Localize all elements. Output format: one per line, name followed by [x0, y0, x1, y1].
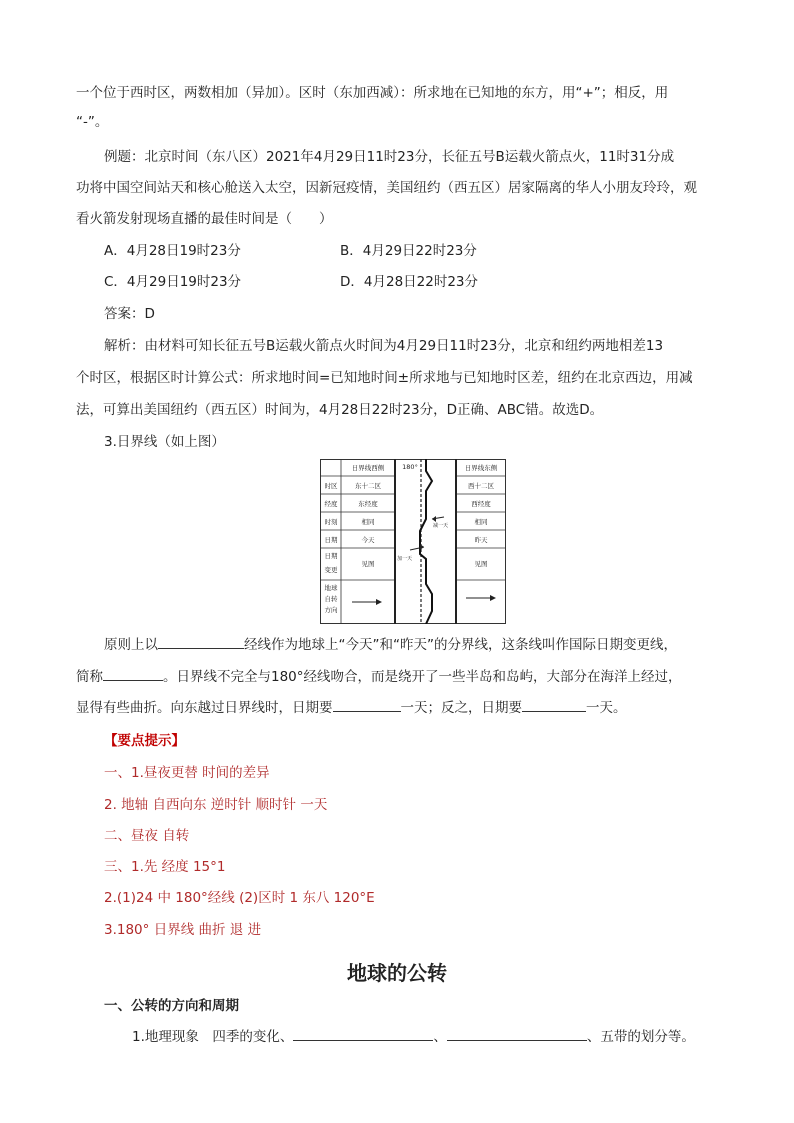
blank-2[interactable]	[103, 666, 163, 681]
fill-line: 1.地理现象 四季的变化、 、 、五带的划分等。	[132, 1026, 695, 1047]
blank-5[interactable]	[293, 1026, 433, 1041]
row-label: 变更	[324, 566, 338, 574]
fill-line: 原则上以 经线作为地球上“今天”和“昨天”的分界线，这条线叫作国际日期变更线，	[104, 634, 677, 655]
right-header: 日界线东侧	[464, 464, 498, 472]
tip-item: 三、1.先 经度 15°1	[104, 859, 226, 875]
plus-day-label: 加一天	[397, 556, 413, 562]
analysis: 解析：由材料可知长征五号B运载火箭点火时间为4月29日11时23分，北京和纽约两地相差13	[104, 338, 664, 354]
example-question: 看火箭发射现场直播的最佳时间是（ ）	[76, 211, 333, 227]
blank-4[interactable]	[522, 697, 586, 712]
blank-6[interactable]	[447, 1026, 587, 1041]
left-cell: 东经度	[358, 500, 378, 508]
tip-item: 2. 地轴 自西向东 逆时针 顺时针 一天	[104, 797, 328, 813]
row-label: 经度	[324, 500, 338, 508]
option-c: C．4月29日19时23分	[104, 274, 242, 290]
example-question: 功将中国空间站天和核心舱送入太空，因新冠疫情，美国纽约（西五区）居家隔离的华人小朋友玲玲，观	[76, 180, 697, 196]
example-question: 例题：北京时间（东八区）2021年4月29日11时23分，长征五号B运载火箭点火，11时31分成	[104, 149, 675, 165]
right-cell: 昨天	[474, 536, 488, 544]
analysis: 法，可算出美国纽约（西五区）时间为，4月28日22时23分，D正确、ABC错。故选D。	[76, 402, 604, 418]
degree-label: 180°	[402, 463, 418, 471]
option-a: A．4月28日19时23分	[104, 243, 241, 259]
answer: 答案：D	[104, 306, 155, 322]
row-label: 自转	[324, 595, 338, 603]
text-line: “-”。	[76, 114, 109, 130]
right-cell: 西十二区	[468, 482, 494, 490]
fill-line: 简称 。日界线不完全与180°经线吻合，而是绕开了一些半岛和岛屿，大部分在海洋上经过，	[76, 666, 682, 687]
analysis: 个时区，根据区时计算公式：所求地时间=已知地时间±所求地与已知地时区差，纽约在北京西边，用减	[76, 370, 693, 386]
option-b: B．4月29日22时23分	[340, 243, 477, 259]
dateline-figure	[320, 459, 506, 624]
tip-item: 二、昼夜 自转	[104, 828, 190, 844]
left-cell: 东十二区	[355, 482, 381, 490]
tip-item: 一、1.昼夜更替 时间的差异	[104, 765, 270, 781]
row-label: 日期	[324, 552, 338, 560]
text-line: 一个位于西时区，两数相加（异加）。区时（东加西减）：所求地在已知地的东方，用“+”；相反，用	[76, 85, 669, 101]
left-cell: 相同	[361, 518, 375, 526]
option-d: D．4月28日22时23分	[340, 274, 479, 290]
tip-item: 2.(1)24 中 180°经线 (2)区时 1 东八 120°E	[104, 890, 375, 906]
fill-line: 显得有些曲折。向东越过日界线时，日期要 一天；反之，日期要 一天。	[76, 697, 627, 718]
dateline-heading: 3.日界线（如上图）	[104, 434, 225, 450]
minus-day-label: 减一天	[433, 523, 449, 529]
right-cell: 相同	[474, 518, 488, 526]
row-label: 时区	[324, 482, 338, 490]
tip-item: 3.180° 日界线 曲折 退 进	[104, 922, 262, 938]
row-label: 日期	[324, 536, 338, 544]
blank-3[interactable]	[333, 697, 401, 712]
left-header: 日界线西侧	[351, 464, 385, 472]
row-label: 时刻	[324, 518, 338, 526]
right-cell: 见图	[474, 560, 488, 568]
right-cell: 西经度	[471, 500, 491, 508]
blank-1[interactable]	[158, 634, 244, 649]
left-cell: 今天	[361, 536, 375, 544]
row-label: 方向	[324, 606, 338, 614]
section-title: 地球的公转	[347, 961, 447, 985]
left-cell: 见图	[361, 560, 375, 568]
tips-title: 【要点提示】	[104, 733, 185, 749]
row-label: 地球	[324, 584, 338, 592]
subsection-title: 一、公转的方向和周期	[104, 998, 239, 1014]
